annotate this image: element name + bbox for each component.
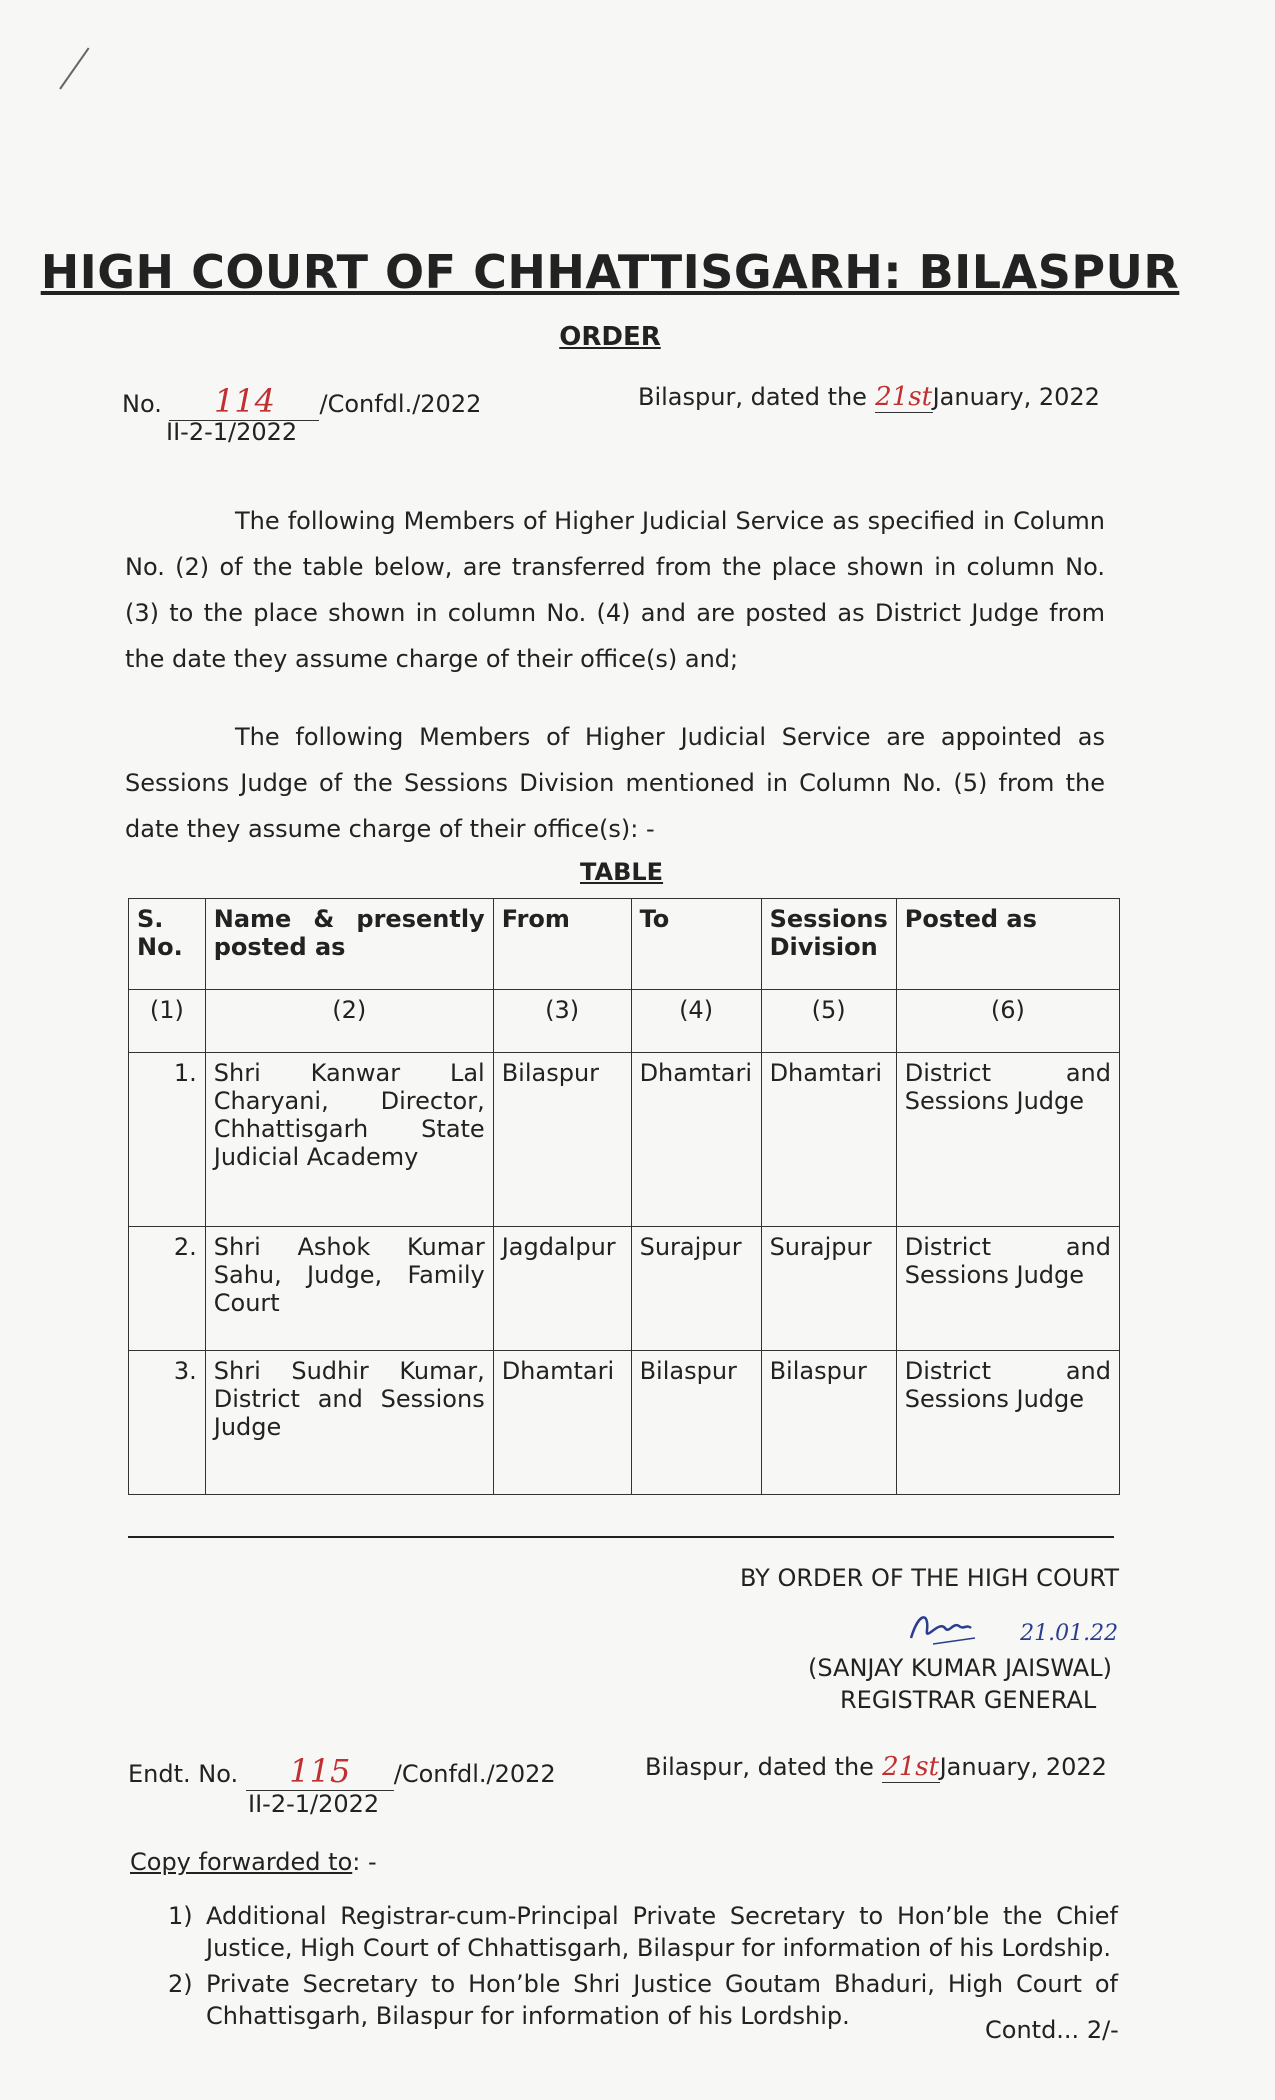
row-sno: 2.: [129, 1227, 206, 1351]
row-sno: 1.: [129, 1053, 206, 1227]
recipient-number: 1): [168, 1902, 193, 1930]
endt-no-label: Endt. No.: [128, 1760, 239, 1788]
endt-place-date-prefix: Bilaspur, dated the: [645, 1753, 874, 1781]
court-title: HIGH COURT OF CHHATTISGARH: BILASPUR: [40, 245, 1180, 299]
transfer-table: [128, 898, 1120, 1495]
endt-day: 21st: [882, 1752, 940, 1782]
table-row: [129, 1053, 1120, 1227]
header-name: Name & presently posted as: [205, 899, 493, 990]
colnum-1: (1): [129, 990, 206, 1053]
header-posted: Posted as: [896, 899, 1119, 990]
row-from: Bilaspur: [493, 1053, 631, 1227]
order-file-number: II-2-1/2022: [166, 418, 298, 446]
recipient-list: [168, 1900, 1118, 2036]
table-row: [129, 1227, 1120, 1351]
order-date-line: [638, 382, 1100, 413]
endt-date-line: [645, 1752, 1107, 1783]
row-name: Shri Kanwar Lal Charyani, Director, Chhattisgarh State Judicial Academy: [205, 1053, 493, 1227]
endt-month-year: January, 2022: [939, 1753, 1107, 1781]
row-to: Bilaspur: [631, 1351, 761, 1495]
row-division: Bilaspur: [761, 1351, 896, 1495]
paragraph-appointment: The following Members of Higher Judicial Service are appointed as Sessions Judge of the Sessions Division mentioned in Column No. (5) from the date they assume charge of their office(s): -: [125, 723, 1105, 843]
row-posted: District and Sessions Judge: [896, 1227, 1119, 1351]
row-division: Surajpur: [761, 1227, 896, 1351]
order-number: 114: [213, 382, 276, 420]
table-caption: TABLE: [580, 858, 664, 886]
endorsement-number-line: [128, 1752, 556, 1791]
colnum-3: (3): [493, 990, 631, 1053]
row-from: Jagdalpur: [493, 1227, 631, 1351]
row-posted: District and Sessions Judge: [896, 1351, 1119, 1495]
list-item: [168, 1900, 1118, 1964]
colnum-6: (6): [896, 990, 1119, 1053]
order-no-suffix: /Confdl./2022: [319, 390, 482, 418]
copy-forwarded-suffix: : -: [352, 1848, 377, 1876]
header-sno: S. No.: [129, 899, 206, 990]
row-to: Dhamtari: [631, 1053, 761, 1227]
recipient-text: Additional Registrar-cum-Principal Private Secretary to Hon’ble the Chief Justice, High Court of Chhattisgarh, Bilaspur for information of his Lordship.: [206, 1902, 1118, 1962]
row-division: Dhamtari: [761, 1053, 896, 1227]
by-order-line: BY ORDER OF THE HIGH COURT: [740, 1564, 1119, 1592]
table-row: [129, 1351, 1120, 1495]
order-no-label: No.: [122, 390, 162, 418]
copy-forwarded-line: [130, 1848, 377, 1876]
signatory-designation: REGISTRAR GENERAL: [840, 1686, 1097, 1714]
order-number-line: [122, 382, 481, 421]
recipient-number: 2): [168, 1970, 193, 1998]
row-to: Surajpur: [631, 1227, 761, 1351]
continued-marker: Contd... 2/-: [985, 2016, 1119, 2044]
signature: [905, 1608, 1118, 1656]
paragraph-transfer: The following Members of Higher Judicial Service as specified in Column No. (2) of the table below, are transferred from the place shown in column No. (3) to the place shown in column No. (4) and are posted as District Judge from the date they assume charge of their office(s) and;: [125, 507, 1105, 673]
divider: [128, 1536, 1114, 1538]
table-column-number-row: [129, 990, 1120, 1053]
signatory-name: (SANJAY KUMAR JAISWAL): [808, 1654, 1112, 1682]
endt-number: 115: [289, 1752, 351, 1790]
copy-forwarded-heading: Copy forwarded to: [130, 1848, 353, 1876]
order-month-year: January, 2022: [932, 383, 1100, 411]
header-from: From: [493, 899, 631, 990]
endt-suffix: /Confdl./2022: [393, 1760, 556, 1788]
header-division: Sessions Division: [761, 899, 896, 990]
signature-date: 21.01.22: [1020, 1621, 1119, 1646]
colnum-2: (2): [205, 990, 493, 1053]
row-name: Shri Ashok Kumar Sahu, Judge, Family Court: [205, 1227, 493, 1351]
order-place-date-prefix: Bilaspur, dated the: [638, 383, 867, 411]
order-day: 21st: [875, 382, 933, 412]
recipient-text: Private Secretary to Hon’ble Shri Justice Goutam Bhaduri, High Court of Chhattisgarh, Bilaspur for information of his Lordship.: [206, 1970, 1118, 2030]
colnum-5: (5): [761, 990, 896, 1053]
colnum-4: (4): [631, 990, 761, 1053]
order-heading: ORDER: [559, 322, 661, 352]
table-header-row: [129, 899, 1120, 990]
row-name: Shri Sudhir Kumar, District and Sessions Judge: [205, 1351, 493, 1495]
header-to: To: [631, 899, 761, 990]
list-item: [168, 1968, 1118, 2032]
pen-mark: [59, 47, 89, 89]
row-posted: District and Sessions Judge: [896, 1053, 1119, 1227]
endt-file-number: II-2-1/2022: [248, 1790, 380, 1818]
row-from: Dhamtari: [493, 1351, 631, 1495]
row-sno: 3.: [129, 1351, 206, 1495]
signature-scribble: [905, 1608, 1015, 1650]
